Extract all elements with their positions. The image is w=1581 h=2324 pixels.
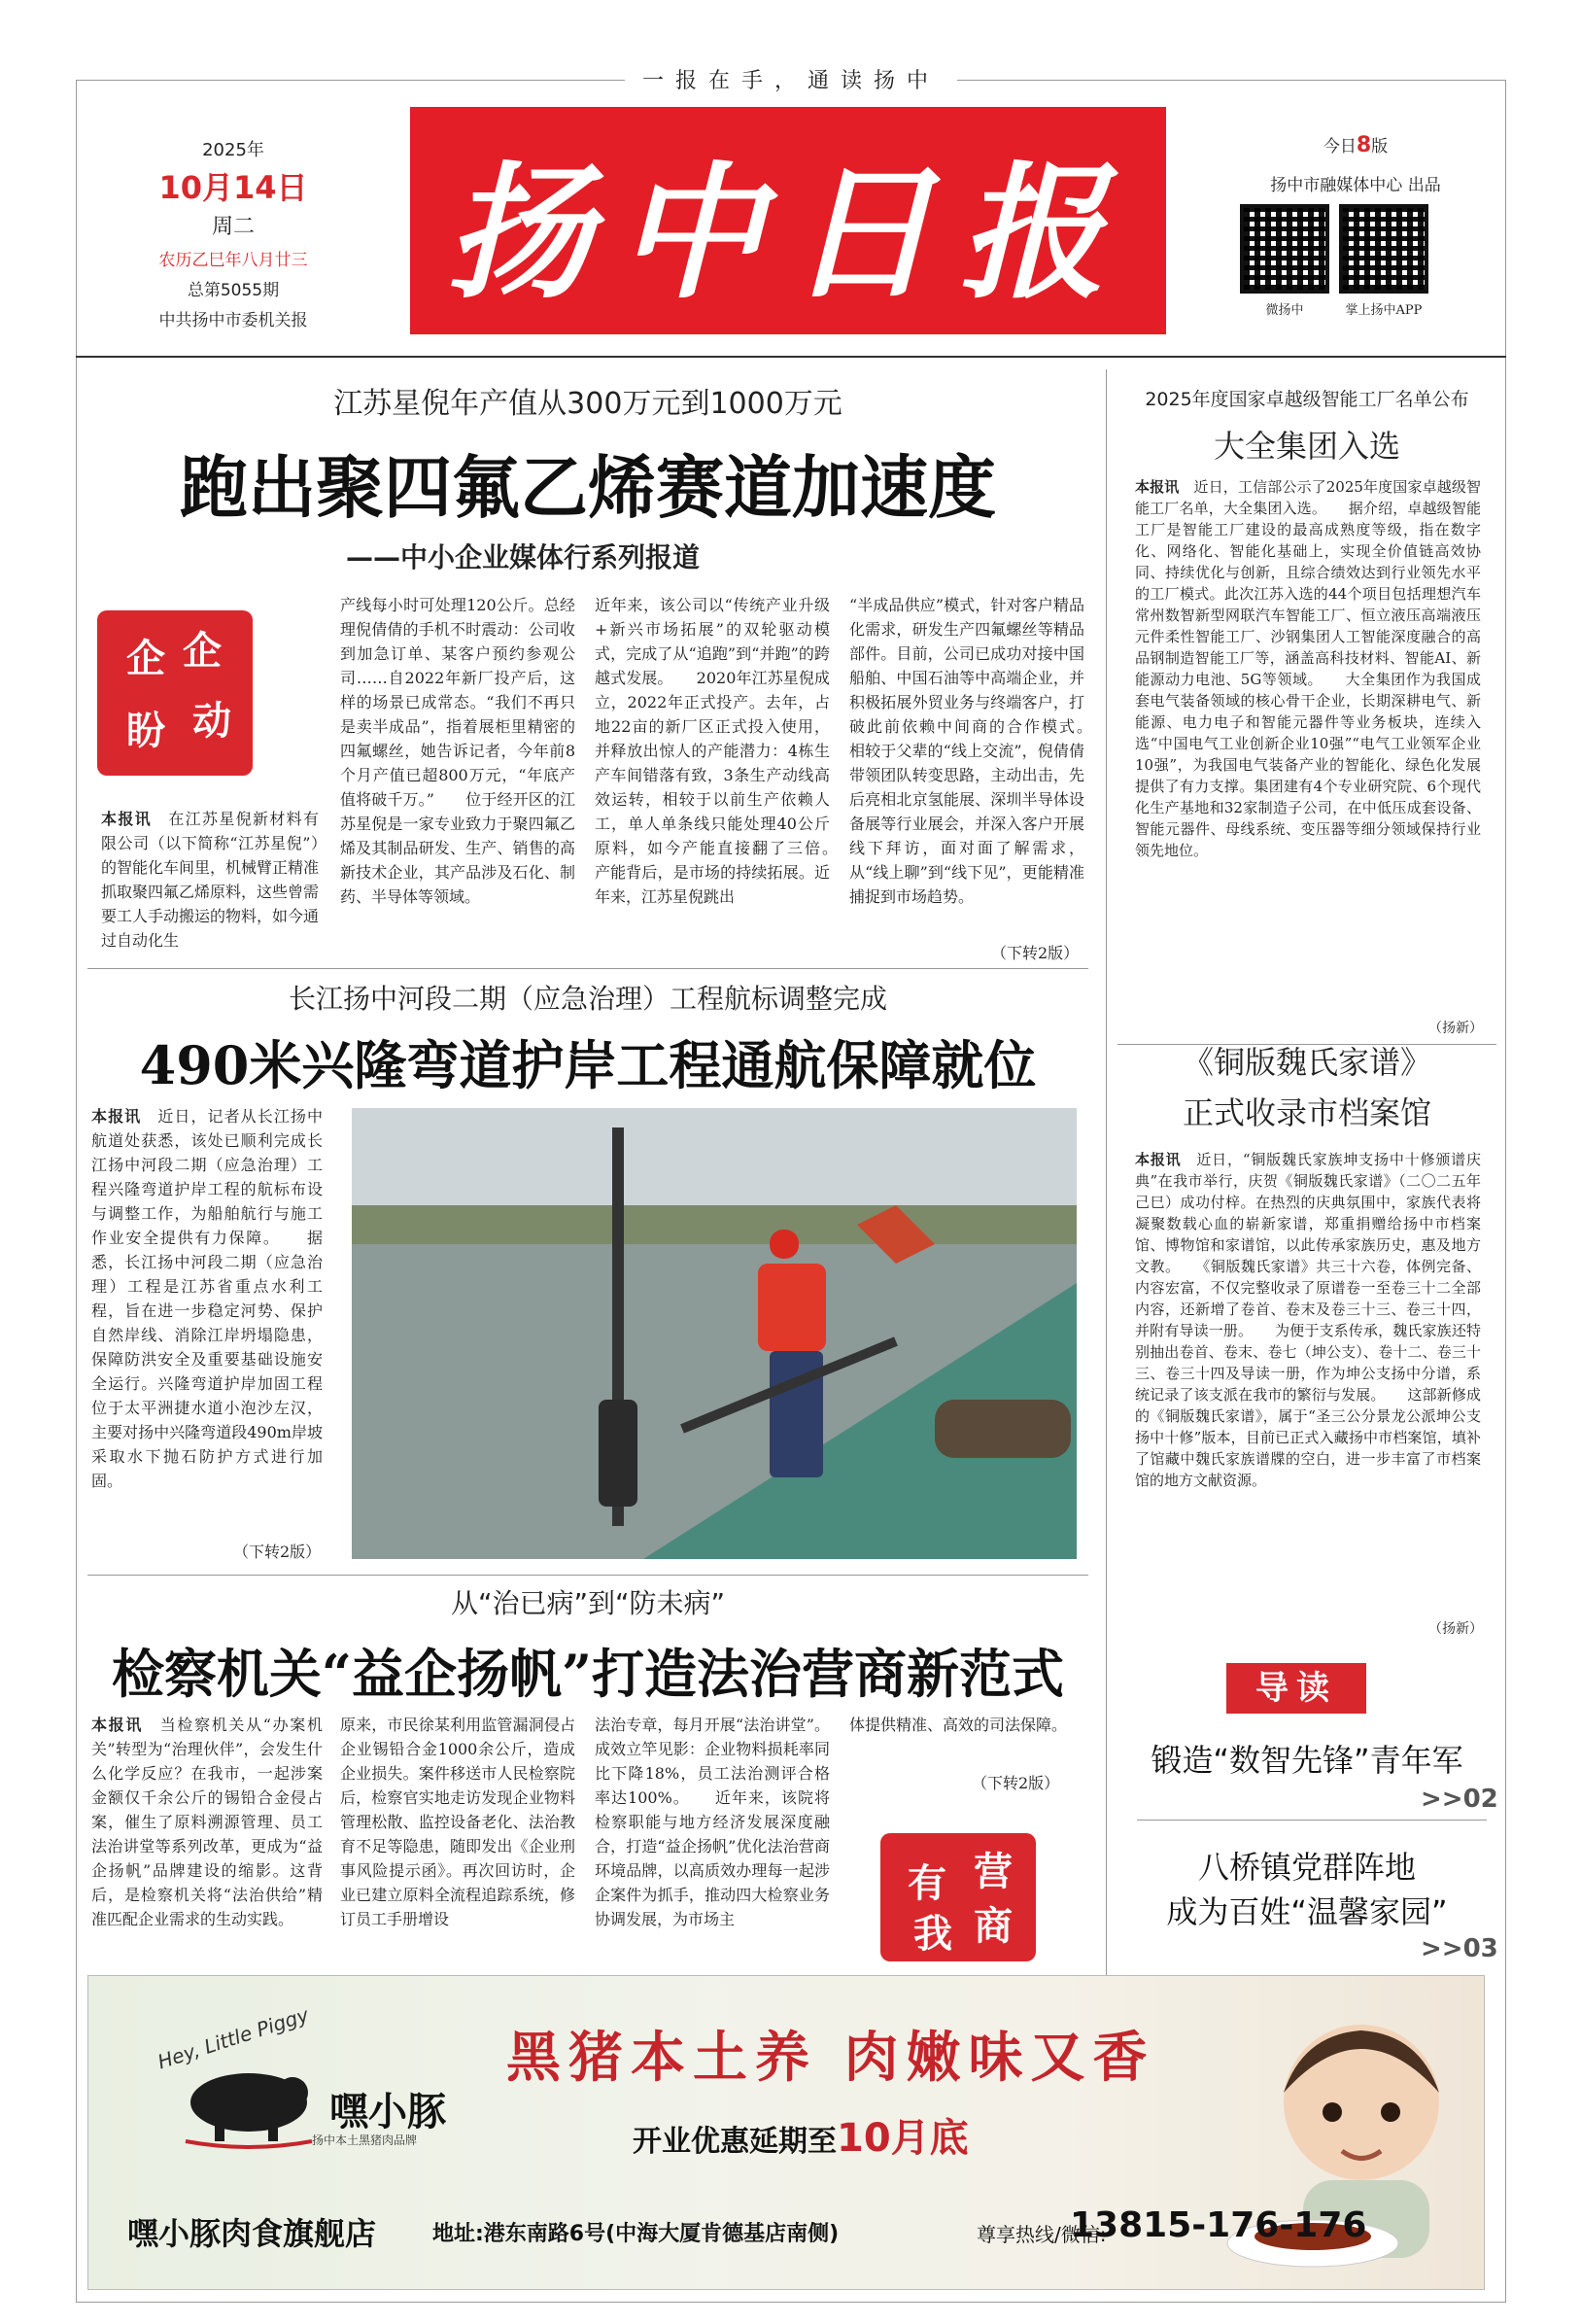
- masthead-title: 扬中日报: [445, 148, 1130, 319]
- lead-series: ——中小企业媒体行系列报道: [346, 541, 701, 573]
- story3-headline[interactable]: 检察机关“益企扬帆”打造法治营商新范式: [111, 1643, 1065, 1705]
- guide-item-2-line2[interactable]: 成为百姓“温馨家园”: [1166, 1893, 1448, 1930]
- lead-headline[interactable]: 跑出聚四氟乙烯赛道加速度: [180, 447, 996, 528]
- story3-col-3: 法治专章，每月开展“法治讲堂”。成效立竿见影：企业物料损耗率同比下降18%，员工法治测评合格率达100%。 近年来，该院将检察职能与地方经济发展深度融合，打造“益企扬帆”优化法治营商环境品牌，以高质效办理每一起涉企案件为抓手，推动四大检察业务协调发展，为市场主: [595, 1716, 830, 1928]
- ad-store: 嘿小豚肉食旗舰店: [127, 2215, 377, 2252]
- story2-kicker: 长江扬中河段二期（应急治理）工程航标调整完成: [288, 983, 887, 1015]
- ad-hotline[interactable]: 13815-176-176: [1070, 2205, 1367, 2245]
- lunar-date: 农历乙巳年八月廿三: [158, 251, 308, 270]
- pork-advertisement[interactable]: [87, 1975, 1485, 2290]
- lead-kicker: 江苏星倪年产值从300万元到1000万元: [333, 387, 842, 421]
- guide-item-1-page[interactable]: >>02: [1421, 1785, 1498, 1814]
- side2-headline-2[interactable]: 正式收录市档案馆: [1182, 1094, 1431, 1131]
- qr-code-wyangzhong[interactable]: [1240, 204, 1329, 294]
- story3-col-4: 体提供精准、高效的司法保障。: [849, 1716, 1068, 1734]
- pig-logo-icon: [176, 2044, 322, 2151]
- guide-rule: [1137, 1820, 1487, 1821]
- guide-item-1[interactable]: 锻造“数智先锋”青年军: [1151, 1742, 1463, 1779]
- ad-promo: 开业优惠延期至10月底: [633, 2116, 969, 2161]
- edition-count: 今日8版: [1323, 133, 1389, 157]
- side1-author: （扬新）: [1428, 1021, 1483, 1036]
- ad-brand: 嘿小豚: [329, 2090, 446, 2134]
- side2-headline-1[interactable]: 《铜版魏氏家谱》: [1182, 1044, 1431, 1081]
- qr1-caption: 微扬中: [1265, 303, 1304, 318]
- ad-hey: Hey, Little Piggy: [155, 2002, 312, 2074]
- ad-brand-sub: 扬中本土黑猪肉品牌: [312, 2133, 418, 2147]
- weekday: 周二: [211, 215, 255, 239]
- story3-col-1: 本报讯 当检察机关从“办案机关”转型为“治理伙伴”，会发生什么化学反应？在我市，一起涉案金额仅千余公斤的锡铅合金侵占案，催生了原料溯源管理、员工法治讲堂等系列改革，更成为“益企扬帆”品牌建设的缩影。这背后，是检察机关将“法治供给”精准匹配企业需求的生动实践。: [91, 1716, 323, 1928]
- guide-item-2-line1[interactable]: 八桥镇党群阵地: [1197, 1849, 1416, 1886]
- story2-headline[interactable]: 490米兴隆弯道护岸工程通航保障就位: [139, 1034, 1037, 1096]
- guide-label: 导读: [1226, 1663, 1366, 1714]
- story3-kicker: 从“治已病”到“防未病”: [450, 1587, 726, 1619]
- story-rule-2: [87, 1575, 1088, 1576]
- side1-body: 本报讯 近日，工信部公示了2025年度国家卓越级智能工厂名单，大全集团入选。 据介绍，卓越级智能工厂是智能工厂建设的最高成熟度等级，指在数字化、网络化、智能化基础上，实现全价值链高效协同、持续优化与创新，且综合绩效达到行业领先水平的工厂模式。此次江苏入选的44个项目包括理想汽车常州数智新型网联汽车智能工厂、恒立液压高端液压元件柔性智能工厂、沙钢集团人工智能深度融合的高品钢制造智能工厂等，涵盖高科技材料、智能AI、新能源动力电池、5G等领域。 大全集团作为我国成套电气装备领域的核心骨干企业，长期深耕电气、新能源、电力电子和智能元器件等业务板块，连续入选“中国电气工业创新企业10强”“电气工业领军企业10强”，为我国电气装备产业的智能化、绿色化发展提供了有力支撑。集团建有4个专业研究院、6个现代化生产基地和32家制造子公司，在中低压成套设备、智能元器件、母线系统、变压器等细分领域保持行业领先地位。: [1135, 478, 1481, 859]
- qr-code-app[interactable]: [1339, 204, 1428, 294]
- ad-slogan: 黑猪本土养 肉嫩味又香: [506, 2026, 1155, 2090]
- side1-headline[interactable]: 大全集团入选: [1213, 428, 1400, 465]
- lead-col-2: 产线每小时可处理120公斤。总经理倪倩倩的手机不时震动：公司收到加急订单、某客户预约参观公司……自2022年新厂投产后，这样的场景已成常态。“我们不再只是卖半成品”，指着展柜里精密的四氟螺丝，她告诉记者，今年前8个月产值已超800万元，“年底产值将破千万。” 位于经开区的江苏星倪是一家专业致力于聚四氟乙烯及其制品研发、生产、销售的高新技术企业，其产品涉及石化、制药、半导体等领域。: [340, 596, 575, 906]
- issue-number: 总第5055期: [187, 281, 280, 300]
- lead-jump[interactable]: （下转2版）: [991, 944, 1080, 962]
- qr2-caption: 掌上扬中APP: [1345, 303, 1423, 318]
- ad-address: 地址:港东南路6号(中海大厦肯德基店南侧): [432, 2222, 840, 2246]
- story2-body: 本报讯 近日，记者从长江扬中航道处获悉，该处已顺利完成长江扬中河段二期（应急治理）工程兴隆弯道护岸工程的航标布设与调整工作，为船舶航行与施工作业安全提供有力保障。 据悉，长江扬中河段二期（应急治理）工程是江苏省重点水利工程，旨在进一步稳定河势、保护自然岸线、消除江岸坍塌隐患，保障防洪安全及重要基础设施安全运行。兴隆弯道护岸加固工程位于太平洲捷水道小泡沙左汉，主要对扬中兴隆弯道段490m岸坡采取水下抛石防护方式进行加固。: [91, 1107, 323, 1490]
- lead-col-4: “半成品供应”模式，针对客户精品化需求，研发生产四氟螺丝等精品部件。目前，公司已成功对接中国船舶、中国石油等中高端企业，并积极拓展外贸业务与终端客户，打破此前依赖中间商的合作模式。 相较于父辈的“线上交流”，倪倩倩带领团队转变思路，主动出击，先后亮相北京氢能展、深圳半导体设备展等行业展会，并深入客户开展线下拜访，面对面了解需求，从“线上聊”到“线下见”，更能精准捕捉到市场趋势。: [849, 596, 1084, 906]
- story-rule-1: [87, 968, 1088, 969]
- stamp-yingshang: 有 营 我 商: [880, 1833, 1036, 1961]
- story3-col-2: 原来，市民徐某利用监管漏洞侵占企业锡铅合金1000余公斤，造成企业损失。案件移送市人民检察院后，检察官实地走访发现企业物料管理松散、监控设备老化、法治教育不足等隐患，随即发出《企业刑事风险提示函》。再次回访时，企业已建立原料全流程追踪系统，修订员工手册增设: [340, 1716, 575, 1928]
- story3-jump[interactable]: （下转2版）: [972, 1774, 1060, 1792]
- edition-block: [1234, 132, 1477, 195]
- organ: 中共扬中市委机关报: [158, 311, 308, 330]
- publisher: 扬中市融媒体中心 出品: [1270, 176, 1441, 195]
- date: 10月14日: [158, 169, 308, 206]
- page-slogan: 一报在手，通读扬中: [76, 64, 1506, 94]
- story2-photo: [352, 1108, 1077, 1559]
- side2-author: （扬新）: [1428, 1621, 1483, 1637]
- lead-col-3: 近年来，该公司以“传统产业升级+新兴市场拓展”的双轮驱动模式，完成了从“追跑”到“并跑”的跨越式发展。 2020年江苏星倪成立，2022年正式投产。去年，占地22亩的新厂区正式投入使用，并释放出惊人的产能潜力：4栋生产车间错落有致，3条生产动线高效运转，相较于以前生产依赖人工，单人单条线只能处理40公斤原料，如今产能直接翻了三倍。 产能背后，是市场的持续拓展。近年来，江苏星倪跳出: [595, 596, 830, 906]
- side2-body: 本报讯 近日，“铜版魏氏家族坤支扬中十修颁谱庆典”在我市举行，庆贺《铜版魏氏家谱》（二〇二五年己巳）成功付梓。在热烈的庆典氛围中，家族代表将凝聚数载心血的崭新家谱，郑重捐赠给扬中市档案馆、博物馆和家谱馆，以此传承家族历史，惠及地方文教。 《铜版魏氏家谱》共三十六卷，体例完备、内容宏富，不仅完整收录了原谱卷一至卷三十二全部内容，还新增了卷首、卷末及卷三十三、卷三十四，并附有导读一册。 为便于支系传承，魏氏家族还特别抽出卷首、卷末、卷七（坤公支）、卷十二、卷三十三、卷三十四及导读一册，作为坤公支扬中分谱，系统记录了该支派在我市的繁衍与发展。 这部新修成的《铜版魏氏家谱》，属于“圣三公分景龙公派坤公支扬中十修”版本，目前已正式入藏扬中市档案馆，填补了馆藏中魏氏家族谱牒的空白，进一步丰富了市档案馆的地方文献资源。: [1135, 1151, 1481, 1489]
- stamp-qiqi: 企 企 动 盼: [97, 610, 253, 776]
- story2-jump[interactable]: （下转2版）: [233, 1543, 322, 1561]
- guide-item-2-page[interactable]: >>03: [1421, 1934, 1498, 1963]
- river-worker-photo: [352, 1108, 1077, 1559]
- year: 2025年: [202, 140, 264, 160]
- side1-kicker: 2025年度国家卓越级智能工厂名单公布: [1145, 389, 1469, 410]
- lead-col-1: 本报讯 在江苏星倪新材料有限公司（以下简称“江苏星倪”）的智能化车间里，机械臂正精准抓取聚四氟乙烯原料，这些曾需要工人手动搬运的物料，如今通过自动化生: [101, 810, 320, 950]
- header-rule: [76, 356, 1506, 358]
- masthead: [410, 107, 1166, 334]
- ad-hotline-label: 尊享热线/微信:: [977, 2223, 1107, 2246]
- date-block: [107, 136, 360, 330]
- column-divider: [1106, 369, 1107, 2236]
